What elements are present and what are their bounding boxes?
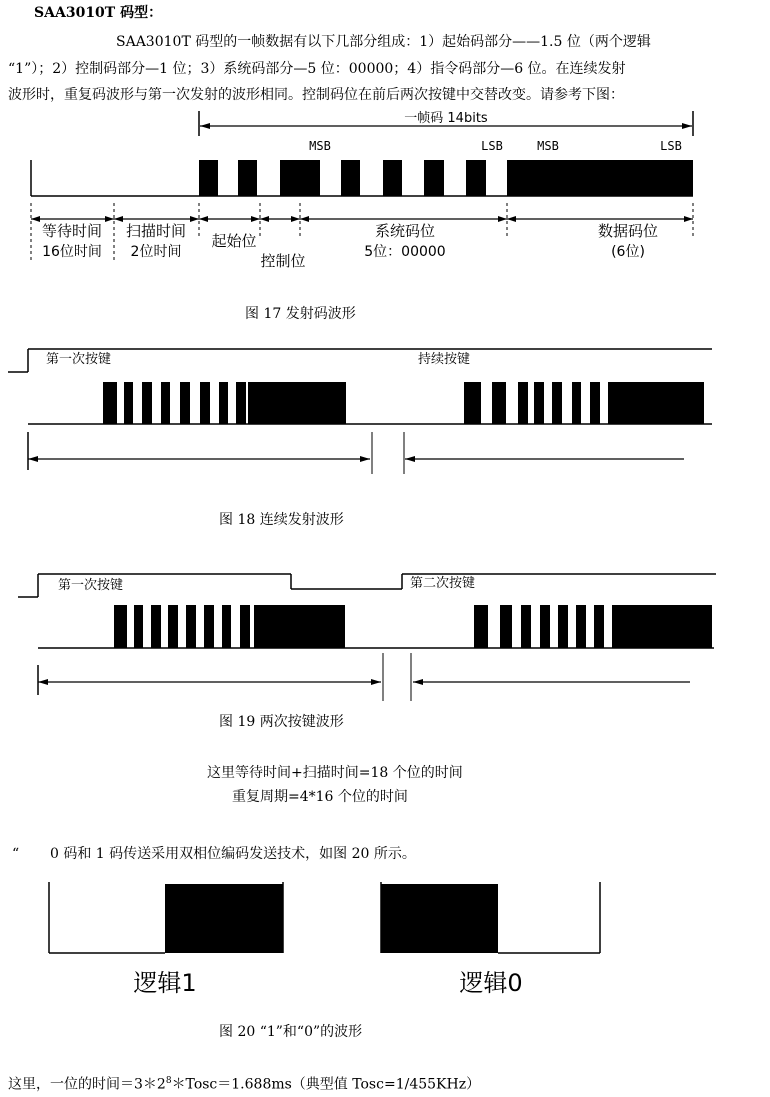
pulse	[576, 605, 586, 648]
pulse	[204, 605, 214, 648]
fig20-waveform	[0, 880, 770, 1020]
pulse	[552, 382, 562, 424]
pulse	[219, 382, 228, 424]
formula-exponent: 8	[165, 1076, 172, 1086]
wait-time-label: 等待时间	[41, 222, 103, 240]
pulse	[151, 605, 161, 648]
system-bits-label: 系统码位	[374, 222, 436, 240]
scan-time-label: 扫描时间	[125, 222, 187, 240]
pulse	[466, 160, 486, 196]
fig20-caption: 图 20 “1”和“0”的波形	[219, 1024, 363, 1040]
pulse	[248, 382, 346, 424]
paragraph-line-1: SAA3010T 码型的一帧数据有以下几部分组成：1）起始码部分——1.5 位（两个逻辑	[116, 34, 651, 50]
pulse	[474, 605, 488, 648]
pulse	[383, 160, 402, 196]
second-press-label: 第二次按键	[410, 576, 476, 591]
pulse	[124, 382, 133, 424]
formula-prefix: 这里，一位的时间＝3＊2	[8, 1076, 166, 1093]
msb-label-1: MSB	[309, 139, 331, 153]
continuous-press-label: 持续按键	[418, 352, 471, 367]
pulse	[492, 382, 506, 424]
pulse	[608, 382, 704, 424]
pulse	[168, 605, 178, 648]
logic0-high	[381, 884, 498, 953]
data-bits-label: 数据码位	[597, 222, 659, 240]
note-line-2: 重复周期=4*16 个位的时间	[232, 789, 408, 805]
fig17-waveform	[0, 108, 770, 268]
formula-suffix: ＊Tosc＝1.688ms（典型值 Tosc=1/455KHz）	[171, 1076, 481, 1093]
msb-label-2: MSB	[537, 139, 559, 153]
pulse	[199, 160, 218, 196]
pulse	[464, 382, 481, 424]
biphase-quote-mark: “	[12, 846, 20, 862]
fig18-caption: 图 18 连续发射波形	[219, 512, 344, 528]
frame-label: 一帧码 14bits	[404, 111, 488, 126]
section-title: SAA3010T 码型：	[34, 5, 163, 21]
pulse	[254, 605, 345, 648]
pulse	[142, 382, 152, 424]
pulse	[518, 382, 528, 424]
start-bit-label: 起始位	[211, 232, 257, 250]
pulse	[200, 382, 210, 424]
pulse	[238, 160, 257, 196]
paragraph-line-2: “1”）；2）控制码部分—1 位；3）系统码部分—5 位：00000；4）指令码部分—6 位。在连续发射	[8, 61, 626, 77]
fig18-waveform	[0, 340, 770, 480]
note-line-1: 这里等待时间+扫描时间=18 个位的时间	[207, 765, 463, 781]
pulse	[572, 382, 581, 424]
pulse	[500, 605, 512, 648]
pulse	[161, 382, 170, 424]
lsb-label-1: LSB	[481, 139, 503, 153]
pulse	[240, 605, 250, 648]
pulse	[280, 160, 320, 196]
control-bit-label: 控制位	[260, 252, 306, 268]
pulse	[521, 605, 531, 648]
pulse	[186, 605, 196, 648]
biphase-text: 0 码和 1 码传送采用双相位编码发送技术，如图 20 所示。	[50, 846, 416, 862]
pulse	[534, 382, 544, 424]
pulse	[590, 382, 600, 424]
pulse	[424, 160, 444, 196]
pulse	[507, 160, 693, 196]
first-press-label: 第一次按键	[58, 578, 124, 593]
scan-time-sub: 2位时间	[130, 244, 182, 260]
logic1-label: 逻辑1	[133, 969, 197, 997]
pulse	[594, 605, 604, 648]
lsb-label-2: LSB	[660, 139, 682, 153]
pulse	[114, 605, 127, 648]
pulse	[134, 605, 143, 648]
logic0-label: 逻辑0	[459, 969, 523, 997]
logic1-high	[165, 884, 283, 953]
pulse	[341, 160, 360, 196]
pulse	[222, 605, 231, 648]
first-press-label: 第一次按键	[46, 352, 112, 367]
paragraph-line-3: 波形时，重复码波形与第一次发射的波形相同。控制码位在前后两次按键中交替改变。请参考下图：	[8, 87, 624, 103]
pulse	[180, 382, 190, 424]
fig17-caption: 图 17 发射码波形	[245, 306, 356, 322]
pulse	[612, 605, 712, 648]
formula-line	[8, 1070, 480, 1096]
wait-time-sub: 16位时间	[42, 244, 102, 260]
pulse	[540, 605, 550, 648]
fig19-caption: 图 19 两次按键波形	[219, 714, 344, 730]
fig19-waveform	[0, 565, 770, 705]
data-bits-sub: (6位)	[611, 244, 645, 260]
system-bits-sub: 5位：00000	[364, 244, 446, 260]
pulse	[103, 382, 117, 424]
pulse	[236, 382, 246, 424]
pulse	[558, 605, 568, 648]
